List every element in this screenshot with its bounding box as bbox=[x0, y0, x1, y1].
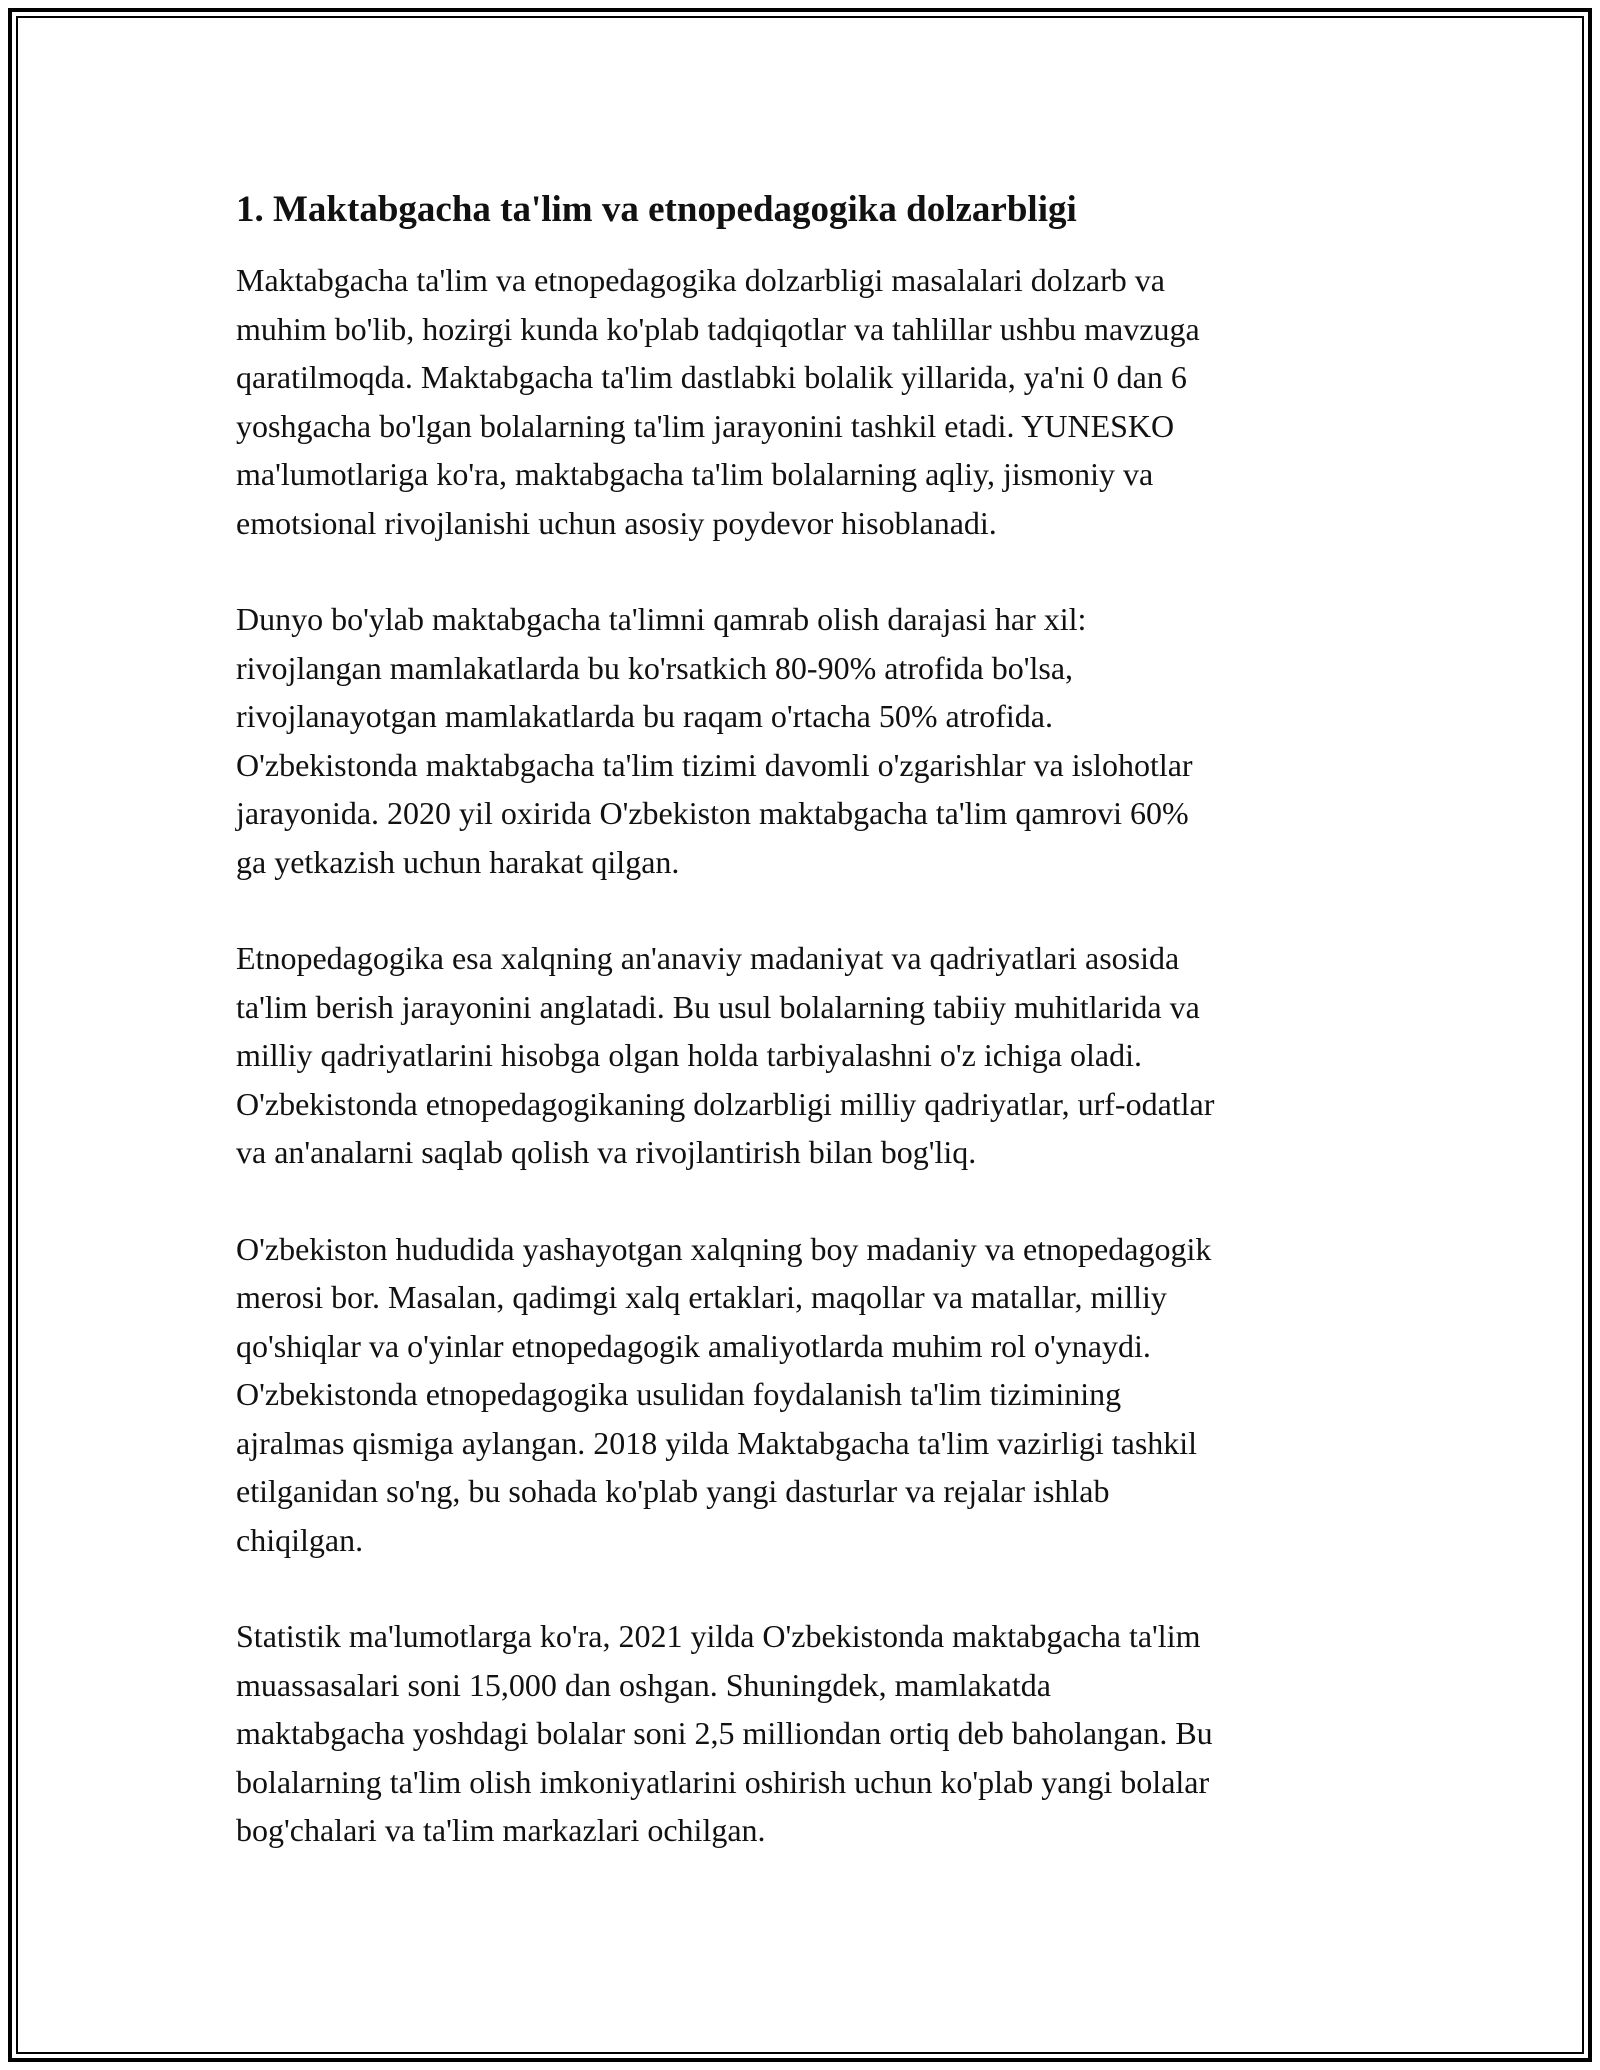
paragraph-coverage-statistics: Dunyo bo'ylab maktabgacha ta'limni qamrab olish darajasi har xil: rivojlangan mamlakatlarda bu ko'rsatkich 80-90% atrofida bo'lsa, rivojlanayotgan mamlakatlarda bu raqam o'rtacha 50% atrofida. O'zbekistonda maktabgacha ta'lim tizimi davomli o'zgarishlar va islohotlar jarayonida. 2020 yil oxirida O'zbekiston maktabgacha ta'lim qamrovi 60% ga yetkazish uchun harakat qilgan. bbox=[236, 601, 1193, 880]
paragraph-institution-statistics: Statistik ma'lumotlarga ko'ra, 2021 yilda O'zbekistonda maktabgacha ta'lim muassasalari soni 15,000 dan oshgan. Shuningdek, mamlakatda maktabgacha yoshdagi bolalar soni 2,5 milliondan ortiq deb baholangan. Bu bolalarning ta'lim olish imkoniyatlarini oshirish uchun ko'plab yangi bolalar bog'chalari va ta'lim markazlari ochilgan. bbox=[236, 1618, 1213, 1848]
paragraph-ethnopedagogy-definition: Etnopedagogika esa xalqning an'anaviy madaniyat va qadriyatlari asosida ta'lim berish jarayonini anglatadi. Bu usul bolalarning tabiiy muhitlarida va milliy qadriyatlarini hisobga olgan holda tarbiyalashni o'z ichiga oladi. O'zbekistonda etnopedagogikaning dolzarbligi milliy qadriyatlar, urf-odatlar va an'analarni saqlab qolish va rivojlantirish bilan bog'liq. bbox=[236, 940, 1215, 1170]
paragraph-cultural-heritage: O'zbekiston hududida yashayotgan xalqning boy madaniy va etnopedagogik merosi bor. Masalan, qadimgi xalq ertaklari, maqollar va matallar, milliy qo'shiqlar va o'yinlar etnopedagogik amaliyotlarda muhim rol o'ynaydi. O'zbekistonda etnopedagogika usulidan foydalanish ta'lim tizimining ajralmas qismiga aylangan. 2018 yilda Maktabgacha ta'lim vazirligi tashkil etilganidan so'ng, bu sohada ko'plab yangi dasturlar va rejalar ishlab chiqilgan. bbox=[236, 1230, 1212, 1558]
paragraph-preschool-intro: Maktabgacha ta'lim va etnopedagogika dolzarbligi masalalari dolzarb va muhim bo'lib, hozirgi kunda ko'plab tadqiqotlar va tahlillar ushbu mavzuga qaratilmoqda. Maktabgacha ta'lim dastlabki bolalik yillarida, ya'ni 0 dan 6 yoshgacha bo'lgan bolalarning ta'lim jarayonini tashkil etadi. YUNESKO ma'lumotlariga ko'ra, maktabgacha ta'lim bolalarning aqliy, jismoniy va emotsional rivojlanishi uchun asosiy poydevor hisoblanadi. bbox=[236, 262, 1200, 541]
document-body bbox=[236, 186, 1376, 1903]
section-heading: 1. Maktabgacha ta'lim va etnopedagogika dolzarbligi bbox=[236, 189, 1077, 230]
